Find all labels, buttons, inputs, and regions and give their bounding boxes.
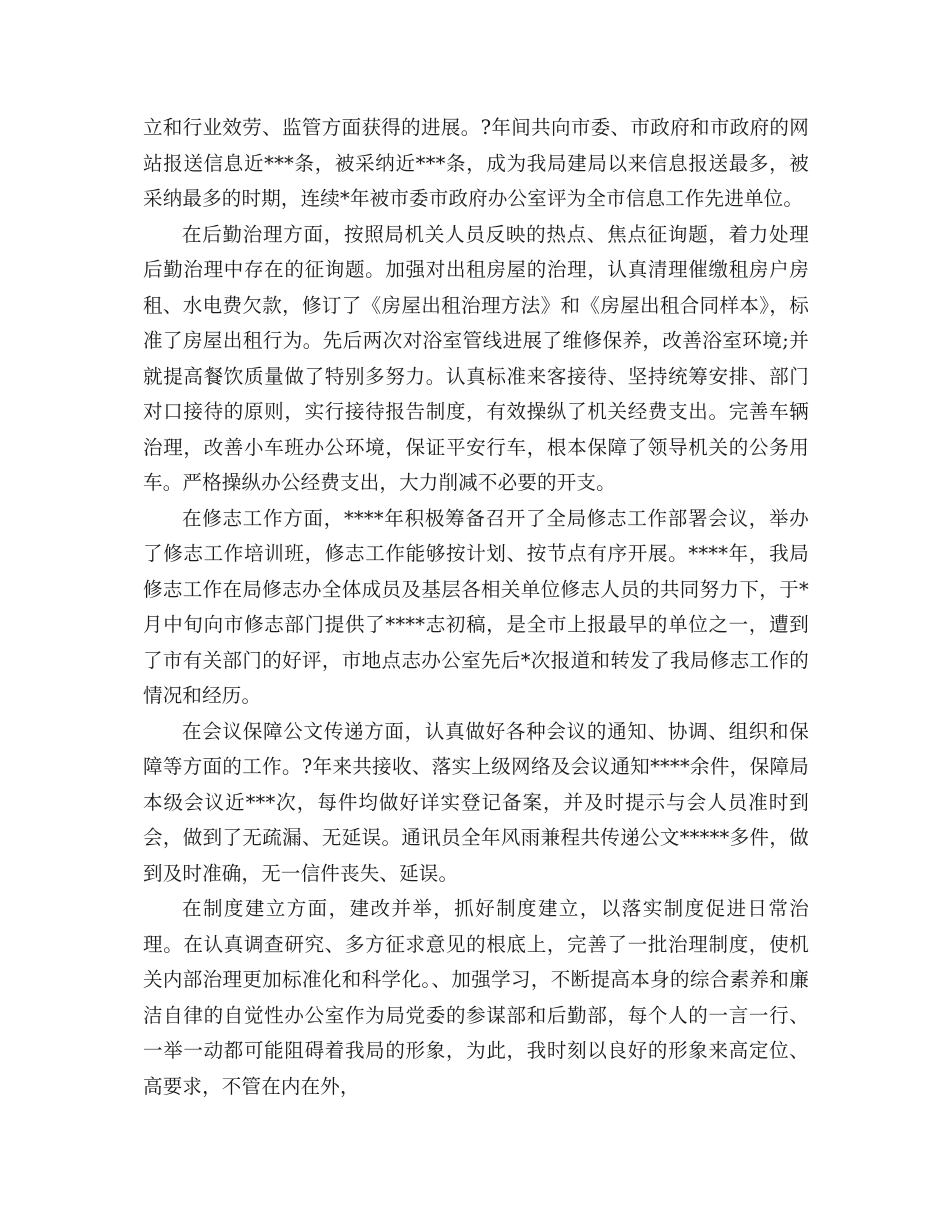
- document-body: [143, 110, 809, 1104]
- paragraph-1: 立和行业效劳、监管方面获得的进展。?年间共向市委、市政府和市政府的网站报送信息近***条，被采纳近***条，成为我局建局以来信息报送最多，被采纳最多的时期，连续*年被市委市政府办公室评为全市信息工作先进单位。: [143, 116, 809, 210]
- paragraph-5: 在制度建立方面，建改并举，抓好制度建立，以落实制度促进日常治理。在认真调查研究、多方征求意见的根底上，完善了一批治理制度，使机关内部治理更加标准化和科学化。、加强学习，不断提高本身的综合素养和廉洁自律的自觉性办公室作为局党委的参谋部和后勤部，每个人的一言一行、一举一动都可能阻碍着我局的形象，为此，我时刻以良好的形象来高定位、高要求，不管在内在外，: [143, 897, 809, 1098]
- paragraph-2: 在后勤治理方面，按照局机关人员反映的热点、焦点征询题，着力处理后勤治理中存在的征询题。加强对出租房屋的治理，认真清理催缴租房户房租、水电费欠款，修订了《房屋出租治理方法》和《房屋出租合同样本》，标准了房屋出租行为。先后两次对浴室管线进展了维修保养，改善浴室环境;并就提高餐饮质量做了特别多努力。认真标准来客接待、坚持统筹安排、部门对口接待的原则，实行接待报告制度，有效操纵了机关经费支出。完善车辆治理，改善小车班办公环境，保证平安行车，根本保障了领导机关的公务用车。严格操纵办公经费支出，大力削减不必要的开支。: [143, 222, 809, 494]
- paragraph-4: 在会议保障公文传递方面，认真做好各种会议的通知、协调、组织和保障等方面的工作。?年来共接收、落实上级网络及会议通知****余件，保障局本级会议近***次，每件均做好详实登记备案，并及时提示与会人员准时到会，做到了无疏漏、无延误。通讯员全年风雨兼程共传递公文*****多件，做到及时准确，无一信件丧失、延误。: [143, 719, 809, 885]
- paragraph-3: 在修志工作方面，****年积极筹备召开了全局修志工作部署会议，举办了修志工作培训班，修志工作能够按计划、按节点有序开展。****年，我局修志工作在局修志办全体成员及基层各相关单位修志人员的共同努力下，于*月中旬向市修志部门提供了****志初稿，是全市上报最早的单位之一，遭到了市有关部门的好评，市地点志办公室先后*次报道和转发了我局修志工作的情况和经历。: [143, 506, 809, 707]
